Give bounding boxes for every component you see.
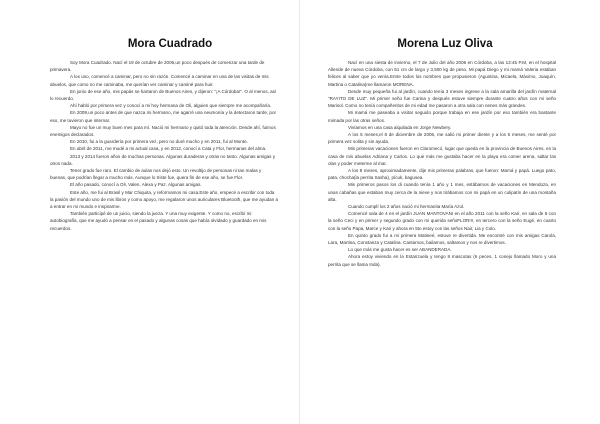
paragraph: Mayo no fue un muy buen mes para mí. Nació mi hermano y quitó toda la atención. Desde ahí, fuimos enemigos declarados. [50, 124, 276, 138]
paragraph: Nací en una siesta de invierno, el 7 de Julio del año 2006 en Córdoba, a las 13:45 P.M, en el hospital Allende de nueva Córdoba, con 51 cm de largo y 3,500 kg de peso. Mi papá Diego y mi mamá Valeria estaban felices al saber que yo venía.Entre todos los nombres que propusieron (Agustina, Micaela, Máximo, Joaquín, Martina o Catalina)me llamaron MORENA. [328, 60, 556, 87]
paragraph: En 2010, fui a la guardería por primera vez, pero no duré mucho y en 2011, fui al Monte. [70, 139, 248, 145]
left-page-title: Mora Cuadrado [127, 38, 213, 50]
paragraph: En abril de 2011, me mudé a mi actual casa, y en 2012, conocí a Cata y Flor, hermanas del alma. [70, 146, 267, 152]
paragraph: Desde muy pequeña fui al jardín, cuando tenía 3 meses ingrese a la sala amarilla del jardín maternal "RAYITO DE LUZ". Mi primer seño fue Carina y después estuve siempre durante cuatro años con mi seño Marisol. Como no tenía compañeritos de mi edad me pasaron a otra sala con nenes más grandes. [328, 88, 556, 109]
paragraph: A los 8 meses, aproximadamente, dije mis primeras palabras, que fueron: Mamá y papá. Luego pato, pata, chocha(la perrita Sasha), pícuk, bagusea. [328, 168, 556, 181]
paragraph: Mi mamá me paseaba a visitar seguido porque trabaja en ese jardín por eso también era bastante mimada por las otras seños. [328, 110, 556, 123]
paragraph: El año pasado, conocí a Oli, Valen, Alexa y Paz. Algunas amigas. [70, 182, 202, 188]
paragraph: Ahí habló por primera vez y conocí a mi hoy hermana de Oli, alguien que siempre me acompañaría. [70, 103, 272, 109]
paragraph: También participé de un juicio, siendo la jueza. Y una muy exigente. Y como no, escribí mi autobiografía, que me ayudó a pensar en el pasado y algunas cosas que había olvidado y guardado en mis recuerdos. [50, 211, 267, 231]
paragraph: Soy Mora Cuadrado. Nací el 19 de octubre de 2006,un poco después de comenzar una tarde de primavera. [50, 60, 265, 73]
paragraph: Tener grado fue raro. El cambio de aulas nos dejó esto. Un revoltijo de personas ni tan malas y buenas, que podrían llegar a mucho más. Aunque lo triste fue, quera fin de ese año, se fue Flor. [50, 168, 262, 181]
left-page-body [50, 59, 278, 232]
paragraph: En quinto grado fui a mi primera Matineé, estuve re divertida. Me encontré con mis amigas Carola, Lara, Martina, Constanza y Catalina. Cantamos, bailamos, saltamos y nos re divertimos. [328, 232, 556, 246]
paragraph: Cuando cumplí los 2 años nació mi hermanita María Azul. [348, 204, 465, 210]
paragraph: 2013 y 2014 fueron años de muchas personas. Algunas duraderas y otras no tanto. Algunas amigas y otros nada. [50, 153, 275, 166]
right-page-title: Morena Luz Oliva [397, 38, 493, 50]
paragraph: Mis primeras vacaciones fueron en Claromecó, lugar que queda en la provincia de Buenos Aires, en la casa de mis abuelas Adriana y Carlos. Lo que más me gustaba hacer en la playa era comer arena, saltar las olas y poder meterme al mar. [328, 146, 556, 166]
right-page-body [328, 59, 556, 268]
paragraph: Comencé sala de 4 en el jardín JUAN MANTOVANI en el año 2011 con la seño Kari, en sala de 5 con la seño Ceci y en primer y segundo grado con mi querida señoFLOR!!!, en tercero con la seño Eugé, en cuarto con la seño Papa, Marce y Kari y ahora en 5to estoy con las seños Nair, Lia y Colo. [328, 211, 556, 231]
paragraph: Vivíamos en una casa alquilada en Jorge Newbery. [348, 124, 452, 130]
paragraph: Mis primeros pasos los di cuando tenía 1 año y 1 mes, estábamos de vacaciones en Mendoza, en unas cabañas que estaban muy cerca de la nieve y nos tirábamos con mi papá en un culipatín de una montaña alta. [328, 182, 556, 202]
paragraph: En 2009,un poco antes de que nazca mi hermano, me agarré una neumonía y la detectaron tarde, por eso, me tuvieron que internar. [50, 110, 277, 123]
right-page [300, 0, 600, 424]
paragraph: En junio de ese año, mis papás se hartaron de Buenos Aires, y dijeron: "¡A Córdoba!". O al menos, así lo recuerdo. [50, 88, 277, 102]
paragraph: Este año, me fui al Brasil y Mar Chiquita, y reformamos mi casa.Este año, empecé a escribir con toda la pasión del mundo uno de mis libros y como apoyo, me regalaron unos auriculares Bluetooth, que me ayudan a a entrar en mi mundo e inspirarme. [50, 189, 278, 210]
paragraph: A los 5 meses,el 8 de diciembre de 2006, me salió mi primer diente y a los 6 meses, me senté por primera vez solita y sin ayuda. [328, 132, 556, 145]
paragraph: A los uno, comencé a caminar, pero no sin razón. Comencé a caminar en una de las visitas de mis abuelos, que como no me caminaba, me querían ver caminar y caminé para huir. [50, 74, 269, 87]
paragraph: Lo que más me gusta hacer es ser ABANDERADA. [348, 247, 452, 253]
paragraph: Ahora estoy viviendo en la Estanzuela y tengo 8 mascotas (6 peces, 1 conejo llamado Moro y una perrita que se llama Inda). [328, 254, 556, 267]
